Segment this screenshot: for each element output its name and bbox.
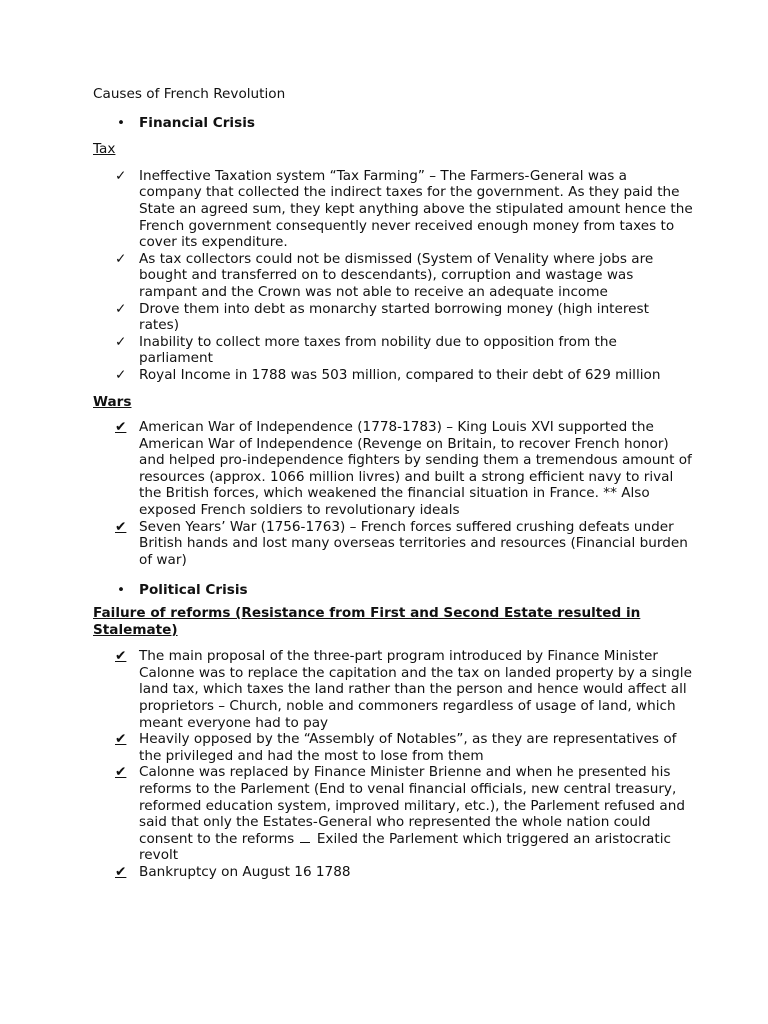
checkmark-icon: ✓ [115,333,127,350]
heading-financial-crisis-text: Financial Crisis [139,114,255,131]
bullet-icon: • [117,114,126,131]
list-item: ✔ Heavily opposed by the “Assembly of Notables”, as they are representatives of the privileged and had the most to lose from them [115,731,677,764]
checkmark-icon: ✓ [115,366,127,383]
checkmark-icon: ✔ [115,518,127,535]
checkmark-icon: ✔ [115,764,127,781]
heading-financial-crisis [93,115,693,132]
bullet-icon: • [117,582,126,599]
tax-list [93,168,693,384]
list-item: ✔ Calonne was replaced by Finance Minister Brienne and when he presented his reforms to the Parlement (End to venal financial officials, new central treasury, reformed education system, improved military, etc.), the Parlement refused and said that only the Estates-General who represented the whole nation could consent to the reforms Exiled the Parlement which triggered an aristocratic revolt [115,764,685,864]
checkmark-icon: ✓ [115,300,127,317]
list-item: ✓ Drove them into debt as monarchy started borrowing money (high interest rates) [115,300,649,334]
list-item: ✔ Seven Years’ War (1756-1763) – French forces suffered crushing defeats under British hands and lost many overseas territories and resources (Financial burden of war) [115,518,688,568]
section-tax: Tax [93,141,116,158]
list-item: ✓ As tax collectors could not be dismissed (System of Venality where jobs are bought and transferred on to descendants), corruption and wastage was rampant and the Crown was not able to receive an adequate income [115,250,654,300]
reforms-list [93,648,693,880]
heading-political-crisis [93,582,693,599]
checkmark-icon: ✔ [115,731,127,748]
wars-list [93,419,693,568]
heading-political-crisis-text: Political Crisis [139,582,248,599]
list-item: ✔ Bankruptcy on August 16 1788 [115,863,351,880]
list-item: ✓ Inability to collect more taxes from nobility due to opposition from the parliament [115,333,617,367]
checkmark-icon: ✔ [115,863,127,880]
list-item: ✔ The main proposal of the three-part program introduced by Finance Minister Calonne was to replace the capitation and the tax on landed property by a single land tax, which taxes the land rather than the person and hence would affect all proprietors – Church, noble and commoners regardless of usage of land, which meant everyone had to pay [115,648,692,731]
document-title: Causes of French Revolution [93,86,286,102]
document-page [93,86,693,881]
arrow-icon [300,839,310,843]
list-item: ✓ Ineffective Taxation system “Tax Farming” – The Farmers-General was a company that collected the indirect taxes for the government. As they paid the State an agreed sum, they kept anything above the stipulated amount hence the French government consequently never received enough money from taxes to cover its expenditure. [115,167,693,251]
list-item: ✓ Royal Income in 1788 was 503 million, compared to their debt of 629 million [115,366,661,383]
checkmark-icon: ✓ [115,167,127,184]
section-failure-of-reforms: Failure of reforms (Resistance from First and Second Estate resulted in Stalemate) [93,605,641,638]
list-item: ✔ American War of Independence (1778-1783) – King Louis XVI supported the American War of Independence (Revenge on Britain, to recover French honor) and helped pro-independence fighters by sending them a tremendous amount of resources (approx. 1066 million livres) and built a strong efficient navy to rival the British forces, which weakened the financial situation in France. ** Also exposed French soldiers to revolutionary ideals [115,419,692,519]
section-wars: Wars [93,393,132,410]
checkmark-icon: ✓ [115,250,127,267]
checkmark-icon: ✔ [115,419,127,436]
checkmark-icon: ✔ [115,648,127,665]
